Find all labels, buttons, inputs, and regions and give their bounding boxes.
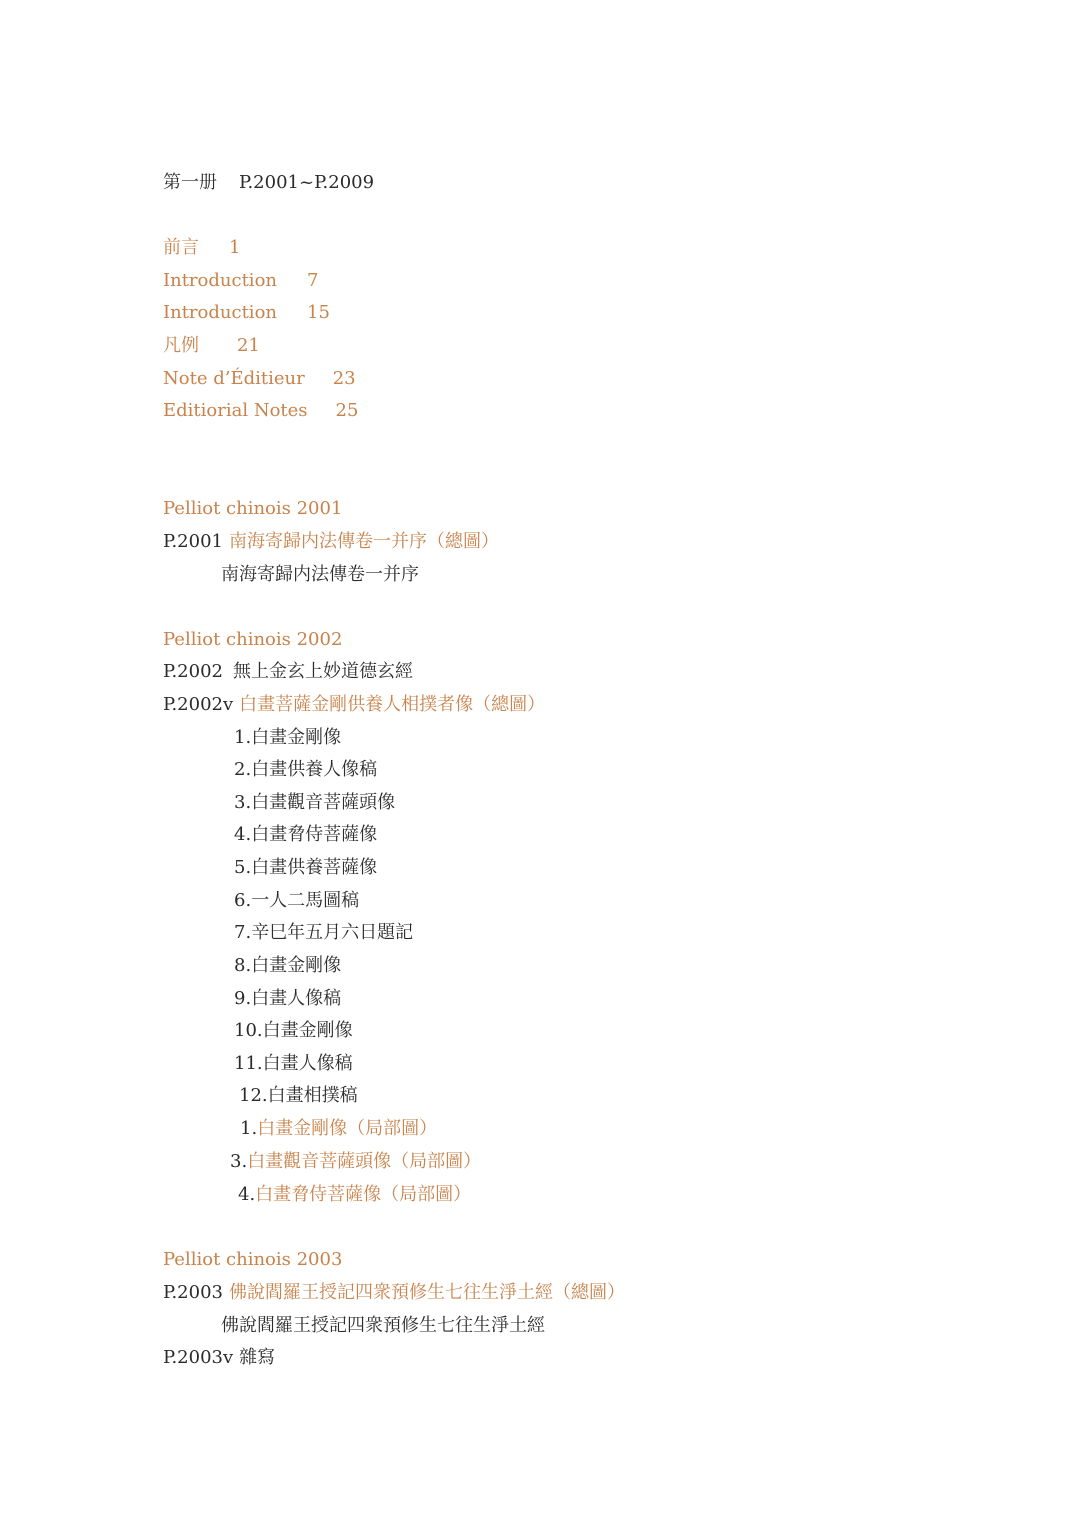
volume-heading (163, 171, 374, 195)
front-matter-item (163, 301, 330, 325)
volume-title: 第一册 (163, 172, 217, 193)
item-text: 白畫觀音菩薩頭像（局部圖） (247, 1151, 482, 1172)
list-item (234, 823, 377, 847)
detail-item (230, 1150, 481, 1174)
front-matter-label: 凡例 (163, 335, 199, 356)
front-matter-item (163, 334, 260, 358)
entry-subitem: 南海寄歸内法傳卷一并序 (221, 564, 419, 585)
item-text: 白畫供養人像稿 (251, 759, 378, 780)
item-number: 8. (234, 955, 252, 976)
item-text: 白畫金剛像 (251, 727, 342, 748)
front-matter-label: 前言 (163, 237, 199, 258)
item-number: 10. (234, 1020, 263, 1041)
entry-p2002v (163, 693, 545, 717)
entry-code: P.2003 (163, 1282, 223, 1303)
front-matter-label: Introduction (163, 302, 277, 323)
entry-code: P.2002 (163, 661, 223, 682)
front-matter-item (163, 269, 318, 293)
entry-title: 無上金玄上妙道德玄經 (233, 661, 413, 682)
list-item (234, 889, 359, 913)
volume-range: P.2001~P.2009 (239, 172, 375, 193)
item-text: 一人二馬圖稿 (251, 890, 360, 911)
entry-p2001 (163, 530, 499, 554)
section-heading-2002: Pelliot chinois 2002 (163, 629, 343, 650)
detail-item (238, 1183, 471, 1207)
list-item (234, 758, 377, 782)
item-text: 白畫脅侍菩薩像 (251, 824, 378, 845)
front-matter-page: 15 (307, 302, 330, 323)
item-text: 白畫觀音菩薩頭像 (251, 792, 396, 813)
list-item (234, 987, 341, 1011)
item-text: 辛巳年五月六日題記 (251, 922, 414, 943)
item-number: 5. (234, 857, 252, 878)
front-matter-page: 25 (335, 400, 359, 421)
front-matter-label: Note d’Éditieur (163, 368, 305, 389)
front-matter-item (163, 399, 358, 423)
front-matter-label: Editiorial Notes (163, 400, 308, 421)
front-matter-label: Introduction (163, 270, 277, 291)
list-item (234, 726, 341, 750)
front-matter-page: 7 (307, 270, 319, 291)
item-number: 6. (234, 890, 252, 911)
list-item (234, 856, 377, 880)
list-item (239, 1084, 358, 1108)
front-matter-page: 21 (237, 335, 260, 356)
item-number: 3. (230, 1151, 248, 1172)
section-heading-2003: Pelliot chinois 2003 (163, 1249, 343, 1270)
item-text: 白畫相撲稿 (267, 1085, 358, 1106)
item-number: 4. (238, 1184, 256, 1205)
item-number: 3. (234, 792, 252, 813)
entry-title: 南海寄歸内法傳卷一并序（總圖） (229, 531, 499, 552)
item-text: 白畫金剛像（局部圖） (257, 1118, 438, 1139)
item-number: 2. (234, 759, 252, 780)
list-item (234, 1052, 353, 1076)
list-item (234, 921, 413, 945)
item-number: 12. (239, 1085, 268, 1106)
entry-p2003 (163, 1281, 625, 1305)
detail-item (240, 1117, 437, 1141)
front-matter-item (163, 367, 356, 391)
front-matter-page: 1 (229, 237, 241, 258)
item-text: 白畫金剛像 (262, 1020, 353, 1041)
entry-title: 白畫菩薩金剛供養人相撲者像（總圖） (239, 694, 546, 715)
entry-title: 佛說閻羅王授記四衆預修生七往生淨土經（總圖） (229, 1282, 625, 1303)
front-matter-page: 23 (332, 368, 356, 389)
entry-code: P.2001 (163, 531, 223, 552)
item-text: 白畫供養菩薩像 (251, 857, 378, 878)
item-text: 白畫金剛像 (251, 955, 342, 976)
list-item (234, 1019, 353, 1043)
entry-code: P.2003v (163, 1347, 234, 1368)
entry-p2002 (163, 660, 413, 684)
item-number: 1. (240, 1118, 258, 1139)
item-number: 4. (234, 824, 252, 845)
item-text: 白畫脅侍菩薩像（局部圖） (255, 1184, 472, 1205)
entry-code: P.2002v (163, 694, 234, 715)
item-number: 1. (234, 727, 252, 748)
list-item (234, 791, 395, 815)
front-matter-item (163, 236, 240, 260)
list-item (234, 954, 341, 978)
item-text: 白畫人像稿 (262, 1053, 353, 1074)
item-text: 白畫人像稿 (251, 988, 342, 1009)
item-number: 7. (234, 922, 252, 943)
item-number: 9. (234, 988, 252, 1009)
entry-subitem: 佛說閻羅王授記四衆預修生七往生淨土經 (221, 1315, 545, 1336)
item-number: 11. (234, 1053, 263, 1074)
section-heading-2001: Pelliot chinois 2001 (163, 498, 343, 519)
entry-p2003v (163, 1346, 275, 1370)
entry-title: 雜寫 (239, 1347, 276, 1368)
